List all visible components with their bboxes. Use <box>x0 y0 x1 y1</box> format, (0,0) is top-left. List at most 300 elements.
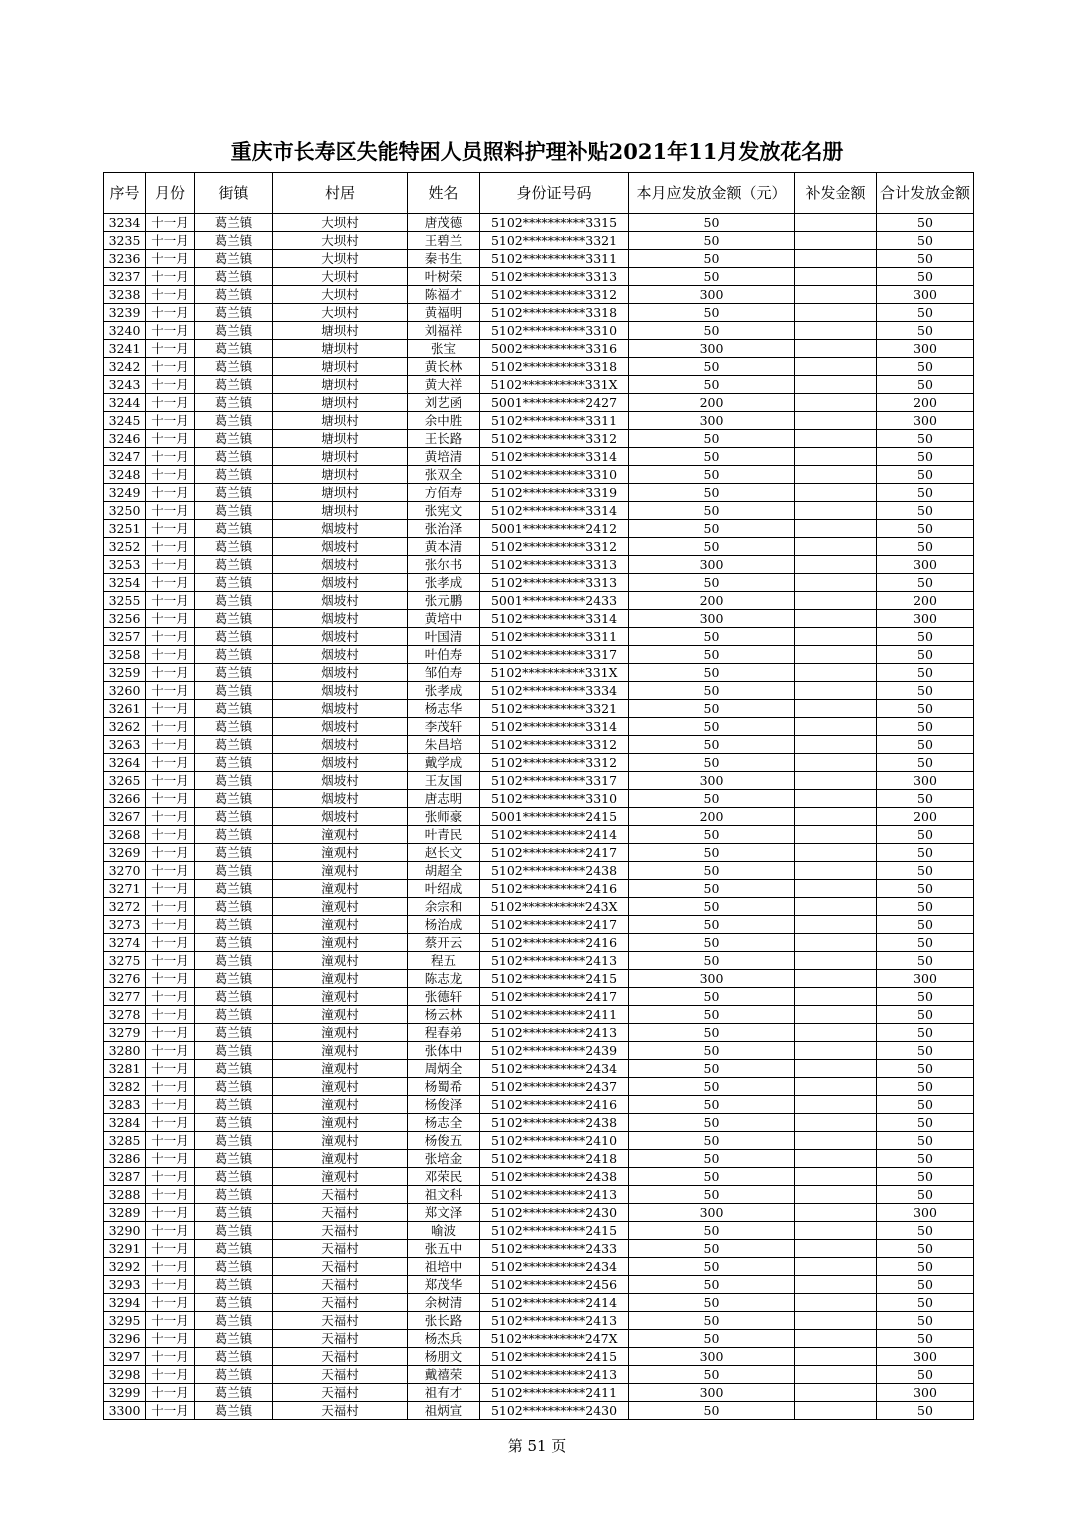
cell-supplement-amount <box>795 1294 877 1312</box>
cell-supplement-amount <box>795 826 877 844</box>
cell-seq: 3285 <box>104 1132 146 1150</box>
cell-name: 秦书生 <box>408 250 480 268</box>
table-row <box>104 556 974 574</box>
cell-supplement-amount <box>795 286 877 304</box>
cell-month: 十一月 <box>146 790 195 808</box>
cell-seq: 3291 <box>104 1240 146 1258</box>
cell-total-amount: 50 <box>877 1078 974 1096</box>
cell-town: 葛兰镇 <box>195 1204 273 1222</box>
cell-supplement-amount <box>795 1186 877 1204</box>
cell-seq: 3237 <box>104 268 146 286</box>
cell-supplement-amount <box>795 754 877 772</box>
cell-name: 刘福祥 <box>408 322 480 340</box>
cell-town: 葛兰镇 <box>195 1276 273 1294</box>
table-row <box>104 1294 974 1312</box>
cell-village: 潼观村 <box>273 1096 408 1114</box>
cell-id-number: 5001**********2433 <box>480 592 629 610</box>
cell-village: 天福村 <box>273 1330 408 1348</box>
cell-name: 杨志全 <box>408 1114 480 1132</box>
cell-name: 唐茂德 <box>408 214 480 232</box>
cell-monthly-amount: 50 <box>629 1186 795 1204</box>
cell-id-number: 5102**********3312 <box>480 538 629 556</box>
cell-supplement-amount <box>795 232 877 250</box>
cell-monthly-amount: 50 <box>629 718 795 736</box>
cell-monthly-amount: 50 <box>629 1366 795 1384</box>
cell-monthly-amount: 200 <box>629 592 795 610</box>
cell-total-amount: 50 <box>877 1366 974 1384</box>
column-header-supplement-amount: 补发金额 <box>795 173 877 214</box>
cell-town: 葛兰镇 <box>195 538 273 556</box>
cell-village: 潼观村 <box>273 862 408 880</box>
column-header-name: 姓名 <box>408 173 480 214</box>
cell-id-number: 5102**********3318 <box>480 358 629 376</box>
cell-month: 十一月 <box>146 1348 195 1366</box>
cell-name: 杨蜀希 <box>408 1078 480 1096</box>
cell-monthly-amount: 50 <box>629 1042 795 1060</box>
table-row <box>104 1150 974 1168</box>
cell-seq: 3254 <box>104 574 146 592</box>
cell-supplement-amount <box>795 340 877 358</box>
cell-monthly-amount: 300 <box>629 772 795 790</box>
table-row <box>104 826 974 844</box>
cell-total-amount: 50 <box>877 844 974 862</box>
cell-total-amount: 50 <box>877 1402 974 1420</box>
cell-seq: 3288 <box>104 1186 146 1204</box>
cell-seq: 3241 <box>104 340 146 358</box>
cell-monthly-amount: 300 <box>629 340 795 358</box>
cell-town: 葛兰镇 <box>195 1366 273 1384</box>
cell-village: 天福村 <box>273 1222 408 1240</box>
cell-name: 祖有才 <box>408 1384 480 1402</box>
cell-town: 葛兰镇 <box>195 646 273 664</box>
cell-village: 潼观村 <box>273 1168 408 1186</box>
cell-total-amount: 50 <box>877 1042 974 1060</box>
cell-id-number: 5102**********3318 <box>480 304 629 322</box>
cell-month: 十一月 <box>146 1078 195 1096</box>
cell-month: 十一月 <box>146 952 195 970</box>
cell-seq: 3235 <box>104 232 146 250</box>
cell-village: 大坝村 <box>273 268 408 286</box>
cell-monthly-amount: 50 <box>629 484 795 502</box>
cell-seq: 3269 <box>104 844 146 862</box>
cell-seq: 3289 <box>104 1204 146 1222</box>
cell-town: 葛兰镇 <box>195 1024 273 1042</box>
cell-seq: 3299 <box>104 1384 146 1402</box>
cell-name: 余宗和 <box>408 898 480 916</box>
cell-town: 葛兰镇 <box>195 844 273 862</box>
cell-monthly-amount: 50 <box>629 1006 795 1024</box>
column-header-total-amount: 合计发放金额 <box>877 173 974 214</box>
cell-name: 余中胜 <box>408 412 480 430</box>
cell-id-number: 5102**********2418 <box>480 1150 629 1168</box>
cell-village: 塘坝村 <box>273 376 408 394</box>
cell-village: 潼观村 <box>273 952 408 970</box>
cell-town: 葛兰镇 <box>195 340 273 358</box>
cell-village: 天福村 <box>273 1204 408 1222</box>
cell-supplement-amount <box>795 916 877 934</box>
table-row <box>104 700 974 718</box>
column-header-town: 街镇 <box>195 173 273 214</box>
cell-month: 十一月 <box>146 430 195 448</box>
cell-town: 葛兰镇 <box>195 1186 273 1204</box>
cell-seq: 3287 <box>104 1168 146 1186</box>
cell-id-number: 5102**********2414 <box>480 1294 629 1312</box>
cell-town: 葛兰镇 <box>195 286 273 304</box>
cell-total-amount: 50 <box>877 322 974 340</box>
cell-id-number: 5001**********2415 <box>480 808 629 826</box>
table-row <box>104 322 974 340</box>
cell-name: 朱昌培 <box>408 736 480 754</box>
cell-town: 葛兰镇 <box>195 1294 273 1312</box>
cell-village: 天福村 <box>273 1186 408 1204</box>
cell-supplement-amount <box>795 1276 877 1294</box>
cell-monthly-amount: 50 <box>629 1150 795 1168</box>
cell-month: 十一月 <box>146 574 195 592</box>
cell-total-amount: 50 <box>877 952 974 970</box>
cell-seq: 3258 <box>104 646 146 664</box>
cell-village: 烟坡村 <box>273 646 408 664</box>
cell-total-amount: 50 <box>877 358 974 376</box>
cell-total-amount: 50 <box>877 790 974 808</box>
cell-supplement-amount <box>795 1078 877 1096</box>
cell-name: 胡超全 <box>408 862 480 880</box>
cell-supplement-amount <box>795 1330 877 1348</box>
table-row <box>104 1024 974 1042</box>
table-row <box>104 286 974 304</box>
table-row <box>104 250 974 268</box>
cell-name: 张孝成 <box>408 574 480 592</box>
cell-seq: 3244 <box>104 394 146 412</box>
cell-id-number: 5102**********2438 <box>480 1168 629 1186</box>
cell-month: 十一月 <box>146 502 195 520</box>
cell-total-amount: 50 <box>877 268 974 286</box>
cell-name: 李茂轩 <box>408 718 480 736</box>
cell-seq: 3257 <box>104 628 146 646</box>
table-row <box>104 1132 974 1150</box>
cell-id-number: 5102**********2430 <box>480 1204 629 1222</box>
cell-monthly-amount: 300 <box>629 1348 795 1366</box>
cell-town: 葛兰镇 <box>195 916 273 934</box>
cell-month: 十一月 <box>146 466 195 484</box>
cell-month: 十一月 <box>146 808 195 826</box>
cell-id-number: 5102**********2417 <box>480 844 629 862</box>
cell-supplement-amount <box>795 844 877 862</box>
cell-town: 葛兰镇 <box>195 592 273 610</box>
cell-total-amount: 50 <box>877 628 974 646</box>
cell-town: 葛兰镇 <box>195 718 273 736</box>
cell-monthly-amount: 300 <box>629 970 795 988</box>
cell-seq: 3295 <box>104 1312 146 1330</box>
cell-month: 十一月 <box>146 646 195 664</box>
cell-name: 杨杰兵 <box>408 1330 480 1348</box>
cell-monthly-amount: 50 <box>629 430 795 448</box>
cell-name: 叶青民 <box>408 826 480 844</box>
cell-total-amount: 50 <box>877 664 974 682</box>
cell-village: 天福村 <box>273 1366 408 1384</box>
cell-monthly-amount: 50 <box>629 1258 795 1276</box>
cell-seq: 3247 <box>104 448 146 466</box>
cell-total-amount: 300 <box>877 340 974 358</box>
cell-town: 葛兰镇 <box>195 322 273 340</box>
column-header-month: 月份 <box>146 173 195 214</box>
cell-total-amount: 50 <box>877 1114 974 1132</box>
cell-monthly-amount: 50 <box>629 1114 795 1132</box>
cell-name: 黄培清 <box>408 448 480 466</box>
cell-supplement-amount <box>795 376 877 394</box>
cell-name: 张双全 <box>408 466 480 484</box>
cell-town: 葛兰镇 <box>195 376 273 394</box>
cell-town: 葛兰镇 <box>195 880 273 898</box>
cell-id-number: 5102**********3314 <box>480 448 629 466</box>
cell-name: 张宪文 <box>408 502 480 520</box>
table-row <box>104 466 974 484</box>
cell-village: 天福村 <box>273 1402 408 1420</box>
cell-name: 祖培中 <box>408 1258 480 1276</box>
cell-name: 杨朋文 <box>408 1348 480 1366</box>
table-row <box>104 1258 974 1276</box>
cell-id-number: 5102**********2434 <box>480 1060 629 1078</box>
cell-seq: 3238 <box>104 286 146 304</box>
cell-id-number: 5102**********2416 <box>480 880 629 898</box>
cell-town: 葛兰镇 <box>195 862 273 880</box>
cell-seq: 3260 <box>104 682 146 700</box>
cell-total-amount: 50 <box>877 1096 974 1114</box>
cell-village: 大坝村 <box>273 250 408 268</box>
cell-name: 张德轩 <box>408 988 480 1006</box>
cell-total-amount: 50 <box>877 1258 974 1276</box>
cell-seq: 3255 <box>104 592 146 610</box>
cell-total-amount: 50 <box>877 1060 974 1078</box>
cell-id-number: 5102**********3312 <box>480 736 629 754</box>
cell-total-amount: 50 <box>877 232 974 250</box>
cell-town: 葛兰镇 <box>195 970 273 988</box>
cell-town: 葛兰镇 <box>195 988 273 1006</box>
cell-supplement-amount <box>795 1096 877 1114</box>
cell-monthly-amount: 50 <box>629 934 795 952</box>
cell-supplement-amount <box>795 610 877 628</box>
cell-town: 葛兰镇 <box>195 1384 273 1402</box>
cell-name: 余树清 <box>408 1294 480 1312</box>
cell-total-amount: 50 <box>877 826 974 844</box>
cell-total-amount: 50 <box>877 448 974 466</box>
cell-month: 十一月 <box>146 286 195 304</box>
cell-seq: 3275 <box>104 952 146 970</box>
table-row <box>104 1204 974 1222</box>
cell-id-number: 5102**********2439 <box>480 1042 629 1060</box>
cell-id-number: 5102**********2415 <box>480 1222 629 1240</box>
cell-id-number: 5102**********3311 <box>480 628 629 646</box>
cell-village: 塘坝村 <box>273 448 408 466</box>
cell-month: 十一月 <box>146 628 195 646</box>
cell-id-number: 5102**********3317 <box>480 772 629 790</box>
cell-id-number: 5102**********331X <box>480 376 629 394</box>
cell-supplement-amount <box>795 304 877 322</box>
cell-town: 葛兰镇 <box>195 268 273 286</box>
cell-monthly-amount: 50 <box>629 1240 795 1258</box>
cell-seq: 3263 <box>104 736 146 754</box>
cell-month: 十一月 <box>146 1042 195 1060</box>
cell-monthly-amount: 50 <box>629 1078 795 1096</box>
cell-name: 杨治成 <box>408 916 480 934</box>
cell-monthly-amount: 50 <box>629 1294 795 1312</box>
cell-month: 十一月 <box>146 1006 195 1024</box>
cell-name: 祖炳宣 <box>408 1402 480 1420</box>
cell-total-amount: 50 <box>877 1330 974 1348</box>
cell-monthly-amount: 50 <box>629 898 795 916</box>
cell-seq: 3243 <box>104 376 146 394</box>
cell-town: 葛兰镇 <box>195 826 273 844</box>
cell-id-number: 5102**********3321 <box>480 700 629 718</box>
cell-supplement-amount <box>795 736 877 754</box>
cell-total-amount: 50 <box>877 250 974 268</box>
table-row <box>104 1348 974 1366</box>
cell-village: 烟坡村 <box>273 736 408 754</box>
cell-town: 葛兰镇 <box>195 736 273 754</box>
cell-supplement-amount <box>795 628 877 646</box>
cell-total-amount: 50 <box>877 574 974 592</box>
cell-total-amount: 50 <box>877 1240 974 1258</box>
cell-monthly-amount: 50 <box>629 1330 795 1348</box>
cell-total-amount: 300 <box>877 772 974 790</box>
table-row <box>104 682 974 700</box>
cell-seq: 3240 <box>104 322 146 340</box>
cell-name: 郑茂华 <box>408 1276 480 1294</box>
table-row <box>104 628 974 646</box>
cell-month: 十一月 <box>146 556 195 574</box>
cell-total-amount: 50 <box>877 646 974 664</box>
cell-supplement-amount <box>795 268 877 286</box>
cell-village: 塘坝村 <box>273 484 408 502</box>
cell-month: 十一月 <box>146 610 195 628</box>
cell-supplement-amount <box>795 394 877 412</box>
cell-monthly-amount: 50 <box>629 304 795 322</box>
cell-name: 赵长文 <box>408 844 480 862</box>
cell-total-amount: 300 <box>877 1384 974 1402</box>
cell-total-amount: 50 <box>877 934 974 952</box>
cell-supplement-amount <box>795 880 877 898</box>
cell-month: 十一月 <box>146 304 195 322</box>
cell-seq: 3272 <box>104 898 146 916</box>
cell-total-amount: 300 <box>877 286 974 304</box>
cell-name: 杨志华 <box>408 700 480 718</box>
cell-village: 烟坡村 <box>273 592 408 610</box>
cell-monthly-amount: 50 <box>629 682 795 700</box>
cell-total-amount: 300 <box>877 1348 974 1366</box>
cell-village: 天福村 <box>273 1276 408 1294</box>
cell-monthly-amount: 50 <box>629 646 795 664</box>
cell-village: 潼观村 <box>273 970 408 988</box>
cell-village: 烟坡村 <box>273 718 408 736</box>
cell-total-amount: 50 <box>877 1294 974 1312</box>
cell-supplement-amount <box>795 1042 877 1060</box>
cell-id-number: 5102**********3313 <box>480 556 629 574</box>
cell-supplement-amount <box>795 790 877 808</box>
cell-month: 十一月 <box>146 1330 195 1348</box>
table-row <box>104 1240 974 1258</box>
cell-month: 十一月 <box>146 322 195 340</box>
cell-village: 大坝村 <box>273 232 408 250</box>
table-row <box>104 304 974 322</box>
cell-month: 十一月 <box>146 412 195 430</box>
cell-monthly-amount: 50 <box>629 862 795 880</box>
table-row <box>104 916 974 934</box>
cell-village: 潼观村 <box>273 1114 408 1132</box>
cell-town: 葛兰镇 <box>195 1060 273 1078</box>
cell-village: 潼观村 <box>273 880 408 898</box>
cell-name: 黄大祥 <box>408 376 480 394</box>
cell-month: 十一月 <box>146 592 195 610</box>
cell-supplement-amount <box>795 1402 877 1420</box>
cell-total-amount: 50 <box>877 376 974 394</box>
cell-month: 十一月 <box>146 1384 195 1402</box>
cell-supplement-amount <box>795 934 877 952</box>
cell-name: 张培金 <box>408 1150 480 1168</box>
cell-town: 葛兰镇 <box>195 610 273 628</box>
cell-name: 杨俊泽 <box>408 1096 480 1114</box>
cell-total-amount: 50 <box>877 916 974 934</box>
cell-id-number: 5102**********3312 <box>480 286 629 304</box>
cell-town: 葛兰镇 <box>195 1258 273 1276</box>
cell-town: 葛兰镇 <box>195 1402 273 1420</box>
cell-id-number: 5001**********2427 <box>480 394 629 412</box>
table-row <box>104 358 974 376</box>
cell-seq: 3236 <box>104 250 146 268</box>
cell-id-number: 5102**********3311 <box>480 250 629 268</box>
cell-month: 十一月 <box>146 448 195 466</box>
cell-id-number: 5102**********2430 <box>480 1402 629 1420</box>
cell-id-number: 5102**********2416 <box>480 1096 629 1114</box>
cell-name: 张尔书 <box>408 556 480 574</box>
cell-name: 叶树荣 <box>408 268 480 286</box>
cell-total-amount: 50 <box>877 1024 974 1042</box>
table-row <box>104 1312 974 1330</box>
cell-supplement-amount <box>795 682 877 700</box>
cell-supplement-amount <box>795 1384 877 1402</box>
cell-month: 十一月 <box>146 1276 195 1294</box>
cell-monthly-amount: 50 <box>629 520 795 538</box>
cell-id-number: 5102**********3310 <box>480 322 629 340</box>
cell-total-amount: 50 <box>877 988 974 1006</box>
cell-village: 潼观村 <box>273 826 408 844</box>
cell-supplement-amount <box>795 862 877 880</box>
cell-monthly-amount: 50 <box>629 736 795 754</box>
cell-seq: 3249 <box>104 484 146 502</box>
table-row <box>104 232 974 250</box>
cell-id-number: 5102**********3314 <box>480 610 629 628</box>
cell-name: 程五 <box>408 952 480 970</box>
cell-seq: 3283 <box>104 1096 146 1114</box>
cell-id-number: 5102**********3312 <box>480 430 629 448</box>
table-row <box>104 844 974 862</box>
cell-monthly-amount: 50 <box>629 1402 795 1420</box>
table-row <box>104 448 974 466</box>
table-row <box>104 646 974 664</box>
cell-town: 葛兰镇 <box>195 250 273 268</box>
cell-seq: 3239 <box>104 304 146 322</box>
cell-monthly-amount: 50 <box>629 1096 795 1114</box>
cell-month: 十一月 <box>146 340 195 358</box>
cell-seq: 3298 <box>104 1366 146 1384</box>
cell-total-amount: 50 <box>877 1186 974 1204</box>
cell-name: 刘艺函 <box>408 394 480 412</box>
cell-month: 十一月 <box>146 358 195 376</box>
cell-month: 十一月 <box>146 1366 195 1384</box>
cell-town: 葛兰镇 <box>195 358 273 376</box>
table-row <box>104 340 974 358</box>
cell-name: 黄培中 <box>408 610 480 628</box>
cell-seq: 3292 <box>104 1258 146 1276</box>
cell-name: 叶伯寿 <box>408 646 480 664</box>
